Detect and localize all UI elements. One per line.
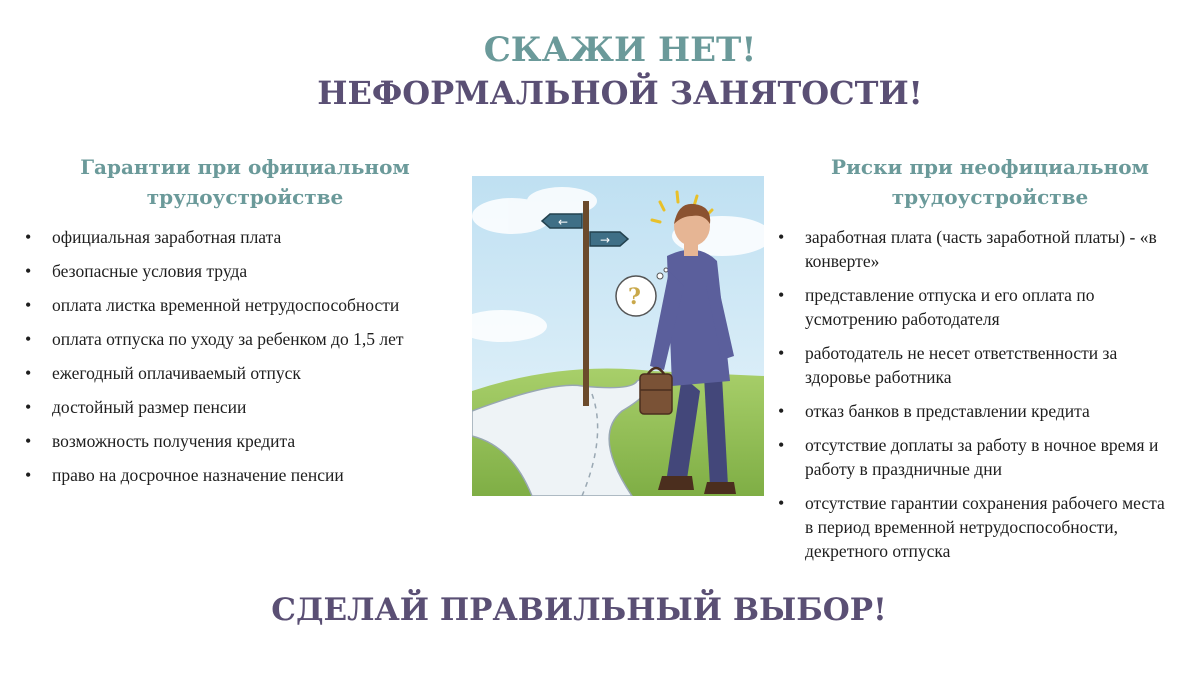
- title-line-2: НЕФОРМАЛЬНОЙ ЗАНЯТОСТИ!: [317, 74, 923, 112]
- list-item: • ежегодный оплачиваемый отпуск: [24, 361, 474, 385]
- crossroads-image: [472, 176, 764, 496]
- svg-text:←: ←: [558, 215, 569, 229]
- title-line-1: СКАЖИ НЕТ!: [483, 30, 757, 70]
- list-item: • безопасные условия труда: [24, 259, 474, 283]
- guarantees-heading: [60, 152, 430, 212]
- guarantees-heading-line-2: трудоустройстве: [146, 185, 344, 209]
- question-mark: ?: [628, 284, 641, 310]
- list-item: • заработная плата (часть заработной платы) - «в конверте»: [777, 225, 1177, 273]
- risks-heading: [800, 152, 1180, 212]
- list-item: • право на досрочное назначение пенсии: [24, 463, 474, 487]
- list-item: • достойный размер пенсии: [24, 395, 474, 419]
- list-item: • оплата листка временной нетрудоспособности: [24, 293, 474, 317]
- risks-heading-line-2: трудоустройстве: [891, 185, 1089, 209]
- list-item: • официальная заработная плата: [24, 225, 474, 249]
- guarantees-heading-line-1: Гарантии при официальном: [80, 155, 410, 179]
- list-item: • отсутствие доплаты за работу в ночное время и работу в праздничные дни: [777, 433, 1177, 481]
- list-item: • отсутствие гарантии сохранения рабочего места в период временной нетрудоспособности, декретного отпуска: [777, 491, 1177, 563]
- risks-list: [777, 225, 1177, 573]
- svg-text:→: →: [600, 233, 611, 247]
- list-item: • работодатель не несет ответственности за здоровье работника: [777, 341, 1177, 389]
- risks-heading-line-1: Риски при неофициальном: [831, 155, 1149, 179]
- footer-slogan: СДЕЛАЙ ПРАВИЛЬНЫЙ ВЫБОР!: [271, 592, 887, 628]
- list-item: • представление отпуска и его оплата по усмотрению работодателя: [777, 283, 1177, 331]
- list-item: • возможность получения кредита: [24, 429, 474, 453]
- guarantees-list: [24, 225, 474, 497]
- man-at-crossroads-illustration: [472, 176, 764, 496]
- list-item: • оплата отпуска по уходу за ребенком до 1,5 лет: [24, 327, 474, 351]
- list-item: • отказ банков в представлении кредита: [777, 399, 1177, 423]
